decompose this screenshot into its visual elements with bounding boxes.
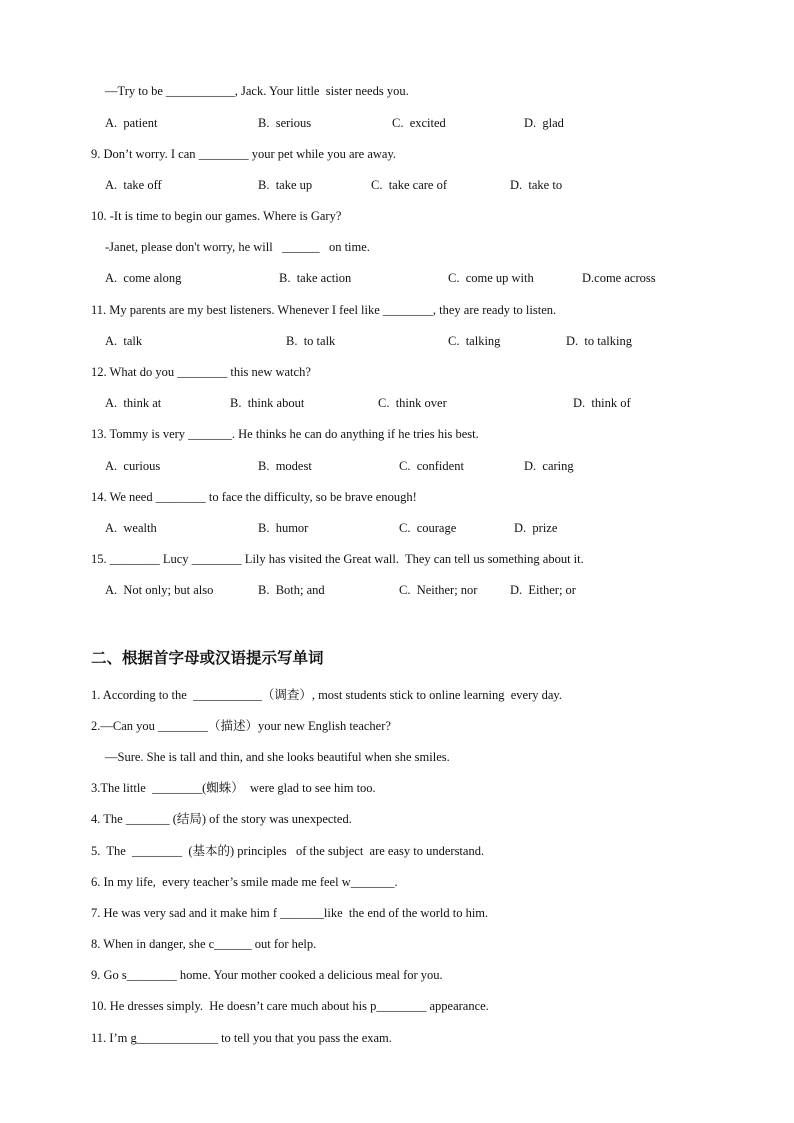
question-13-stem: 13. Tommy is very _______. He thinks he can do anything if he tries his best. [91, 427, 479, 441]
fill-item-11: 11. I’m g_____________ to tell you that you pass the exam. [91, 1031, 392, 1045]
q14-option-b: B. humor [258, 521, 309, 535]
q11-option-c: C. talking [448, 334, 501, 348]
q9-option-d: D. take to [510, 178, 563, 192]
q8-option-d: D. glad [524, 116, 564, 130]
question-11-stem: 11. My parents are my best listeners. Whenever I feel like ________, they are ready to listen. [91, 303, 557, 317]
fill-item-7: 7. He was very sad and it make him f _______like the end of the world to him. [91, 906, 489, 920]
question-12-stem: 12. What do you ________ this new watch? [91, 365, 311, 379]
fill-item-2: 2.—Can you ________（描述）your new English teacher? [91, 719, 391, 733]
fill-item-8: 8. When in danger, she c______ out for help. [91, 937, 317, 951]
question-14-stem: 14. We need ________ to face the difficulty, so be brave enough! [91, 490, 417, 504]
q14-option-c: C. courage [399, 521, 457, 535]
question-10-reply: -Janet, please don't worry, he will ______ on time. [105, 240, 370, 254]
q9-option-c: C. take care of [371, 178, 448, 192]
q8-option-a: A. patient [105, 116, 158, 130]
q14-option-d: D. prize [514, 521, 558, 535]
q14-option-a: A. wealth [105, 521, 157, 535]
q10-option-b: B. take action [279, 271, 352, 285]
q10-option-a: A. come along [105, 271, 182, 285]
q15-option-b: B. Both; and [258, 583, 325, 597]
section-heading: 二、根据首字母或汉语提示写单词 [91, 649, 324, 667]
q15-option-d: D. Either; or [510, 583, 576, 597]
fill-item-10: 10. He dresses simply. He doesn’t care much about his p________ appearance. [91, 999, 489, 1013]
q13-option-a: A. curious [105, 459, 161, 473]
q10-option-c: C. come up with [448, 271, 534, 285]
question-15-stem: 15. ________ Lucy ________ Lily has visited the Great wall. They can tell us something about it. [91, 552, 584, 566]
fill-item-9: 9. Go s________ home. Your mother cooked a delicious meal for you. [91, 968, 443, 982]
fill-item-2-reply: —Sure. She is tall and thin, and she looks beautiful when she smiles. [105, 750, 450, 764]
question-8-stem: —Try to be ___________, Jack. Your little sister needs you. [105, 84, 409, 98]
q12-option-c: C. think over [378, 396, 447, 410]
q9-option-b: B. take up [258, 178, 313, 192]
fill-item-1: 1. According to the ___________（调查）, most students stick to online learning every day. [91, 688, 562, 702]
q8-option-b: B. serious [258, 116, 312, 130]
q13-option-c: C. confident [399, 459, 464, 473]
fill-item-4: 4. The _______ (结局) of the story was unexpected. [91, 812, 352, 826]
fill-item-6: 6. In my life, every teacher’s smile made me feel w_______. [91, 875, 398, 889]
q11-option-a: A. talk [105, 334, 143, 348]
q8-option-c: C. excited [392, 116, 446, 130]
fill-item-5: 5. The ________ (基本的) principles of the subject are easy to understand. [91, 844, 485, 858]
q15-option-a: A. Not only; but also [105, 583, 214, 597]
fill-item-3: 3.The little ________(蜘蛛） were glad to see him too. [91, 781, 376, 795]
q15-option-c: C. Neither; nor [399, 583, 478, 597]
q9-option-a: A. take off [105, 178, 162, 192]
q12-option-b: B. think about [230, 396, 305, 410]
q11-option-b: B. to talk [286, 334, 336, 348]
q12-option-d: D. think of [573, 396, 631, 410]
q13-option-b: B. modest [258, 459, 312, 473]
q11-option-d: D. to talking [566, 334, 632, 348]
q13-option-d: D. caring [524, 459, 574, 473]
q12-option-a: A. think at [105, 396, 162, 410]
question-9-stem: 9. Don’t worry. I can ________ your pet while you are away. [91, 147, 397, 161]
q10-option-d: D.come across [582, 271, 656, 285]
question-10-stem: 10. -It is time to begin our games. Where is Gary? [91, 209, 342, 223]
